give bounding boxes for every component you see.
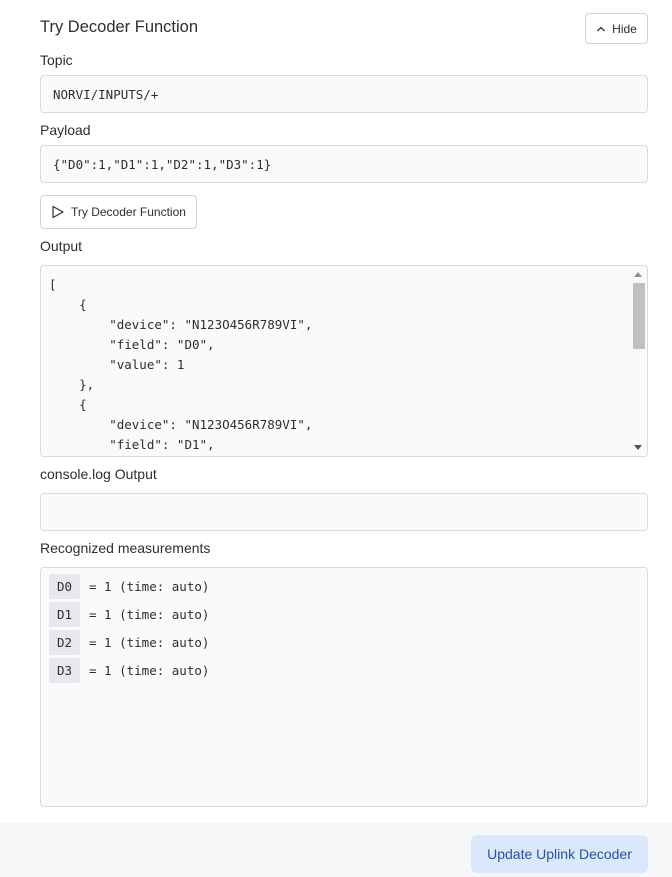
panel-title: Try Decoder Function bbox=[40, 18, 199, 36]
measurement-row bbox=[49, 629, 209, 655]
try-decoder-button[interactable] bbox=[40, 195, 197, 229]
console-label: console.log Output bbox=[40, 466, 157, 482]
topic-input[interactable]: NORVI/INPUTS/+ bbox=[40, 75, 648, 113]
hide-button-label: Hide bbox=[612, 21, 637, 36]
measurements-label: Recognized measurements bbox=[40, 540, 211, 556]
measurement-key: D2 bbox=[49, 630, 80, 655]
measurement-key: D0 bbox=[49, 574, 80, 599]
output-box[interactable] bbox=[40, 265, 648, 457]
scroll-down-arrow-icon[interactable] bbox=[634, 445, 642, 450]
try-decoder-label: Try Decoder Function bbox=[71, 205, 186, 219]
output-scrollbar[interactable] bbox=[631, 266, 647, 456]
hide-button[interactable] bbox=[585, 13, 648, 44]
update-uplink-decoder-button[interactable]: Update Uplink Decoder bbox=[471, 835, 648, 873]
payload-input[interactable]: {"D0":1,"D1":1,"D2":1,"D3":1} bbox=[40, 145, 648, 183]
output-label: Output bbox=[40, 238, 83, 254]
measurement-value: = 1 (time: auto) bbox=[89, 662, 210, 678]
measurement-row bbox=[49, 657, 209, 683]
measurements-box bbox=[40, 567, 648, 807]
measurement-key: D1 bbox=[49, 602, 80, 627]
output-text: [ { "device": "N123O456R789VI", "field": "D0", "value": 1 }, { "device": "N123O456R789VI", "field": "D1", bbox=[49, 277, 313, 452]
measurement-value: = 1 (time: auto) bbox=[89, 606, 210, 622]
scroll-thumb[interactable] bbox=[633, 283, 645, 349]
measurement-value: = 1 (time: auto) bbox=[89, 578, 210, 594]
console-output bbox=[40, 493, 648, 531]
measurement-key: D3 bbox=[49, 658, 80, 683]
measurement-value: = 1 (time: auto) bbox=[89, 634, 210, 650]
chevron-up-icon bbox=[596, 24, 606, 34]
decoder-header bbox=[40, 12, 648, 44]
scroll-up-arrow-icon[interactable] bbox=[634, 272, 642, 277]
play-icon bbox=[51, 205, 65, 219]
measurement-row bbox=[49, 601, 209, 627]
payload-label: Payload bbox=[40, 122, 91, 138]
topic-label: Topic bbox=[40, 52, 73, 68]
measurement-row bbox=[49, 573, 209, 599]
